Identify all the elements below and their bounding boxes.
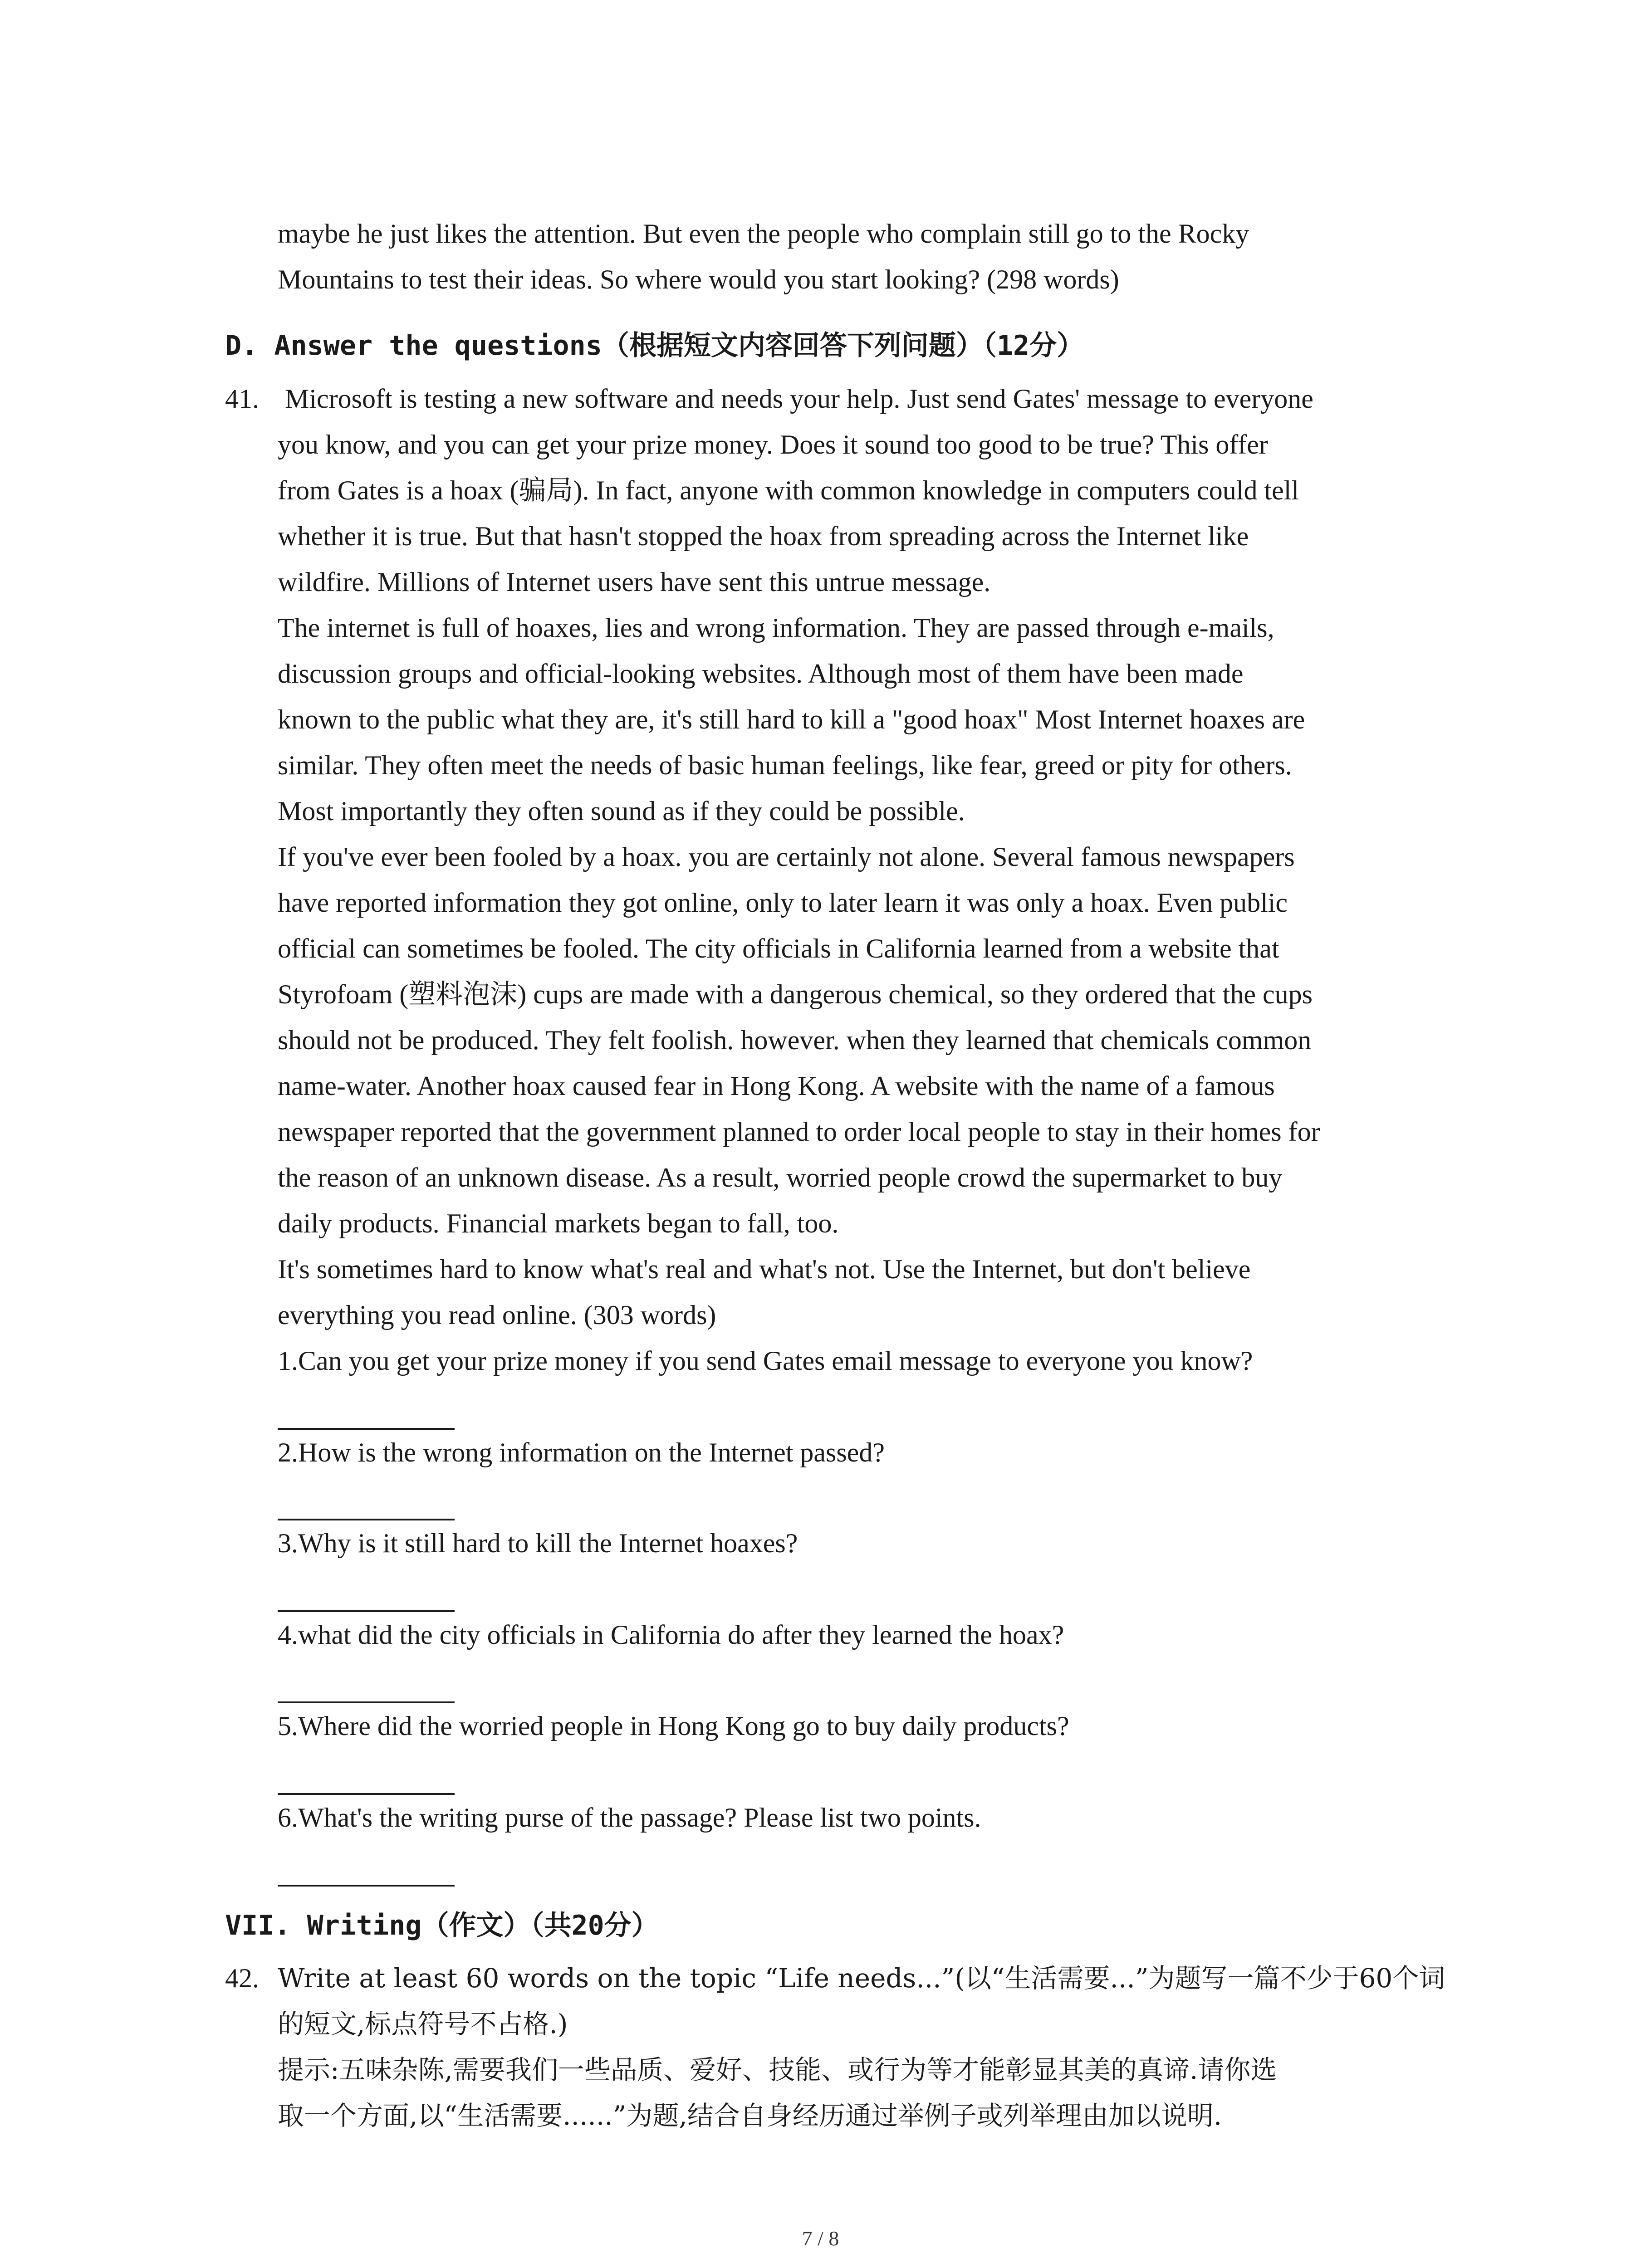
passage-line: the reason of an unknown disease. As a result, worried people crowd the supermarket to buy — [278, 1163, 1283, 1193]
passage-line: name-water. Another hoax caused fear in Hong Kong. A website with the name of a famous — [278, 1071, 1275, 1101]
passage-line: known to the public what they are, it's still hard to kill a "good hoax" Most Internet hoaxes are — [278, 704, 1305, 734]
question-item: 2.How is the wrong information on the Internet passed? — [278, 1437, 885, 1467]
passage-line: should not be produced. They felt foolish. however. when they learned that chemicals common — [278, 1025, 1312, 1055]
writing-hint-line: 提示:五味杂陈,需要我们一些品质、爱好、技能、或行为等才能彰显其美的真谛.请你选 — [278, 2054, 1277, 2085]
section-vii-heading: VII. Writing（作文）（共20分） — [225, 1910, 659, 1941]
passage-line: from Gates is a hoax (骗局). In fact, anyone with common knowledge in computers could tell — [278, 475, 1299, 505]
passage-line: you know, and you can get your prize money. Does it sound too good to be true? This offer — [278, 430, 1268, 459]
writing-hint-line: 取一个方面,以“生活需要......”为题,结合自身经历通过举例子或列举理由加以说明. — [278, 2100, 1222, 2131]
question-item: 4.what did the city officials in California do after they learned the hoax? — [278, 1620, 1064, 1650]
question-item: 6.What's the writing purse of the passage? Please list two points. — [278, 1803, 981, 1833]
passage-line: whether it is true. But that hasn't stopped the hoax from spreading across the Internet like — [278, 521, 1249, 551]
passage-line: everything you read online. (303 words) — [278, 1300, 716, 1330]
passage-line: wildfire. Millions of Internet users have sent this untrue message. — [278, 567, 991, 597]
section-d-heading: D. Answer the questions（根据短文内容回答下列问题）（12分） — [225, 330, 1084, 362]
passage-line: newspaper reported that the government planned to order local people to stay in their homes for — [278, 1117, 1320, 1147]
passage-line: discussion groups and official-looking websites. Although most of them have been made — [278, 659, 1244, 689]
page-number: 7 / 8 — [802, 2227, 839, 2250]
passage-line: If you've ever been fooled by a hoax. you are certainly not alone. Several famous newspapers — [278, 842, 1295, 872]
question-item: 5.Where did the worried people in Hong Kong go to buy daily products? — [278, 1711, 1069, 1741]
question-42-number: 42. — [225, 1963, 259, 1993]
writing-prompt-line: 的短文,标点符号不占格.) — [278, 2009, 568, 2039]
writing-prompt-line: Write at least 60 words on the topic “Life needs...”(以“生活需要...”为题写一篇不少于60个词 — [278, 1963, 1445, 1994]
passage-line: similar. They often meet the needs of basic human feelings, like fear, greed or pity for others. — [278, 750, 1292, 780]
answer-blank[interactable] — [278, 1885, 455, 1887]
passage-line: official can sometimes be fooled. The city officials in California learned from a website that — [278, 934, 1279, 963]
intro-line: maybe he just likes the attention. But even the people who complain still go to the Rocky — [278, 219, 1249, 249]
passage-line: daily products. Financial markets began to fall, too. — [278, 1208, 839, 1238]
question-41-number: 41. — [225, 384, 259, 414]
passage-line: have reported information they got online, only to later learn it was only a hoax. Even public — [278, 888, 1288, 918]
passage-line: Styrofoam (塑料泡沫) cups are made with a dangerous chemical, so they ordered that the cups — [278, 979, 1313, 1009]
question-item: 3.Why is it still hard to kill the Internet hoaxes? — [278, 1528, 798, 1558]
passage-line: Most importantly they often sound as if they could be possible. — [278, 796, 965, 826]
passage-line: It's sometimes hard to know what's real and what's not. Use the Internet, but don't believe — [278, 1254, 1251, 1284]
question-item: 1.Can you get your prize money if you send Gates email message to everyone you know? — [278, 1346, 1253, 1376]
passage-line: Microsoft is testing a new software and needs your help. Just send Gates' message to everyone — [285, 384, 1313, 414]
intro-line: Mountains to test their ideas. So where would you start looking? (298 words) — [278, 264, 1119, 294]
passage-line: The internet is full of hoaxes, lies and wrong information. They are passed through e-mails, — [278, 613, 1274, 643]
